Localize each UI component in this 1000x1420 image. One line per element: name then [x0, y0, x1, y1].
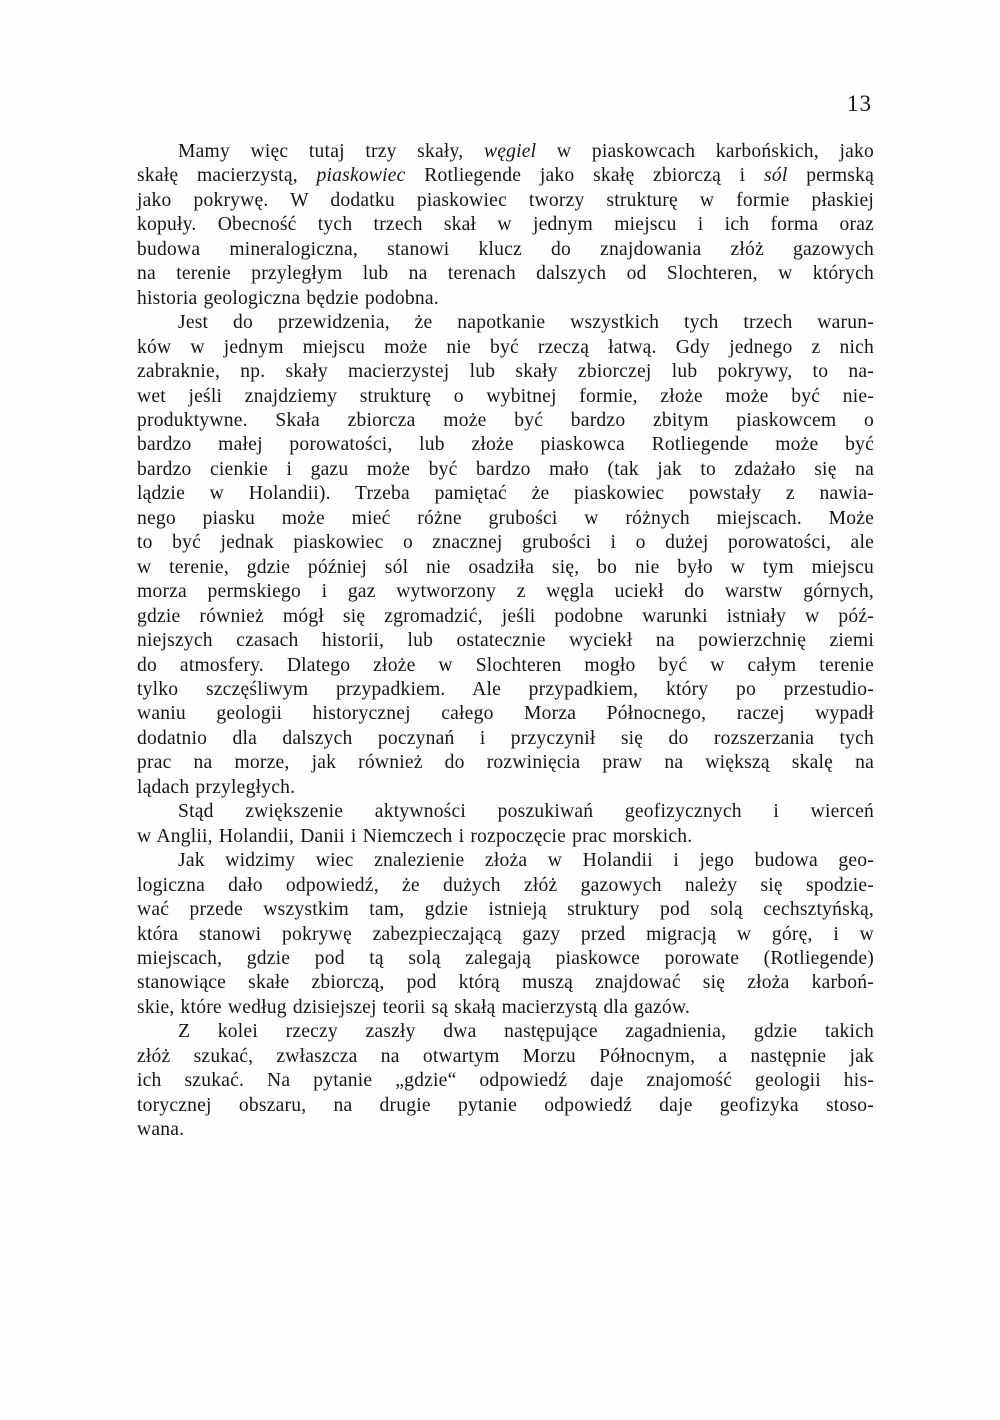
body-text: Rotliegende jako skałę zbiorczą i	[405, 165, 765, 187]
page-number: 13	[847, 91, 872, 116]
body-text: waniu geologii historycznej całego Morza Północnego, raczej wypadł	[137, 703, 874, 725]
body-text: skałę macierzystą,	[137, 165, 317, 187]
body-text: morza permskiego i gaz wytworzony z węgla uciekł do warstw górnych,	[137, 581, 874, 603]
text-line	[137, 213, 874, 237]
text-line	[137, 727, 874, 751]
text-line	[137, 556, 874, 580]
body-text: kopuły. Obecność tych trzech skał w jednym miejscu i ich forma oraz	[137, 214, 874, 236]
body-text: historia geologiczna będzie podobna.	[137, 287, 439, 309]
text-line	[137, 433, 874, 457]
body-text: tylko szczęśliwym przypadkiem. Ale przypadkiem, który po przestudio-	[137, 678, 874, 700]
text-line	[137, 654, 874, 678]
text-line	[137, 262, 874, 286]
body-text: wać przede wszystkim tam, gdzie istnieją struktury pod solą cechsztyńską,	[137, 899, 874, 921]
text-line	[137, 996, 874, 1020]
text-line	[137, 1045, 874, 1069]
body-text: wet jeśli znajdziemy strukturę o wybitnej formie, złoże może być nie-	[137, 385, 874, 407]
text-block	[137, 140, 874, 1143]
body-text: do atmosfery. Dlatego złoże w Slochteren mogło być w całym terenie	[137, 654, 874, 676]
text-line	[137, 702, 874, 726]
paragraph	[137, 311, 874, 800]
body-text: lądach przyległych.	[137, 776, 296, 798]
text-line	[137, 629, 874, 653]
text-line	[137, 971, 874, 995]
paragraph	[137, 1020, 874, 1142]
text-line	[137, 482, 874, 506]
text-line	[137, 678, 874, 702]
body-text: gdzie również mógł się zgromadzić, jeśli podobne warunki istniały w póź-	[137, 605, 874, 627]
text-line	[137, 1118, 874, 1142]
text-line	[137, 800, 874, 824]
text-line	[137, 164, 874, 188]
body-text: dodatnio dla dalszych poczynań i przyczynił się do rozszerzania tych	[137, 727, 874, 749]
body-text: produktywne. Skała zbiorcza może być bardzo zbitym piaskowcem o	[137, 409, 874, 431]
text-line	[137, 825, 874, 849]
text-line	[137, 189, 874, 213]
body-text: złóż szukać, zwłaszcza na otwartym Morzu Północnym, a następnie jak	[137, 1045, 874, 1067]
body-text: budowa mineralogiczna, stanowi klucz do znajdowania złóż gazowych	[137, 238, 874, 260]
paragraph	[137, 140, 874, 311]
body-text: lądzie w Holandii). Trzeba pamiętać że piaskowiec powstały z nawia-	[137, 483, 874, 505]
body-text: miejscach, gdzie pod tą solą zalegają piaskowce porowate (Rotliegende)	[137, 947, 874, 969]
text-line	[137, 776, 874, 800]
text-line	[137, 531, 874, 555]
text-line	[137, 140, 874, 164]
text-line	[137, 1094, 874, 1118]
body-text: torycznej obszaru, na drugie pytanie odpowiedź daje geofizyka stoso-	[137, 1094, 874, 1116]
paragraph	[137, 800, 874, 849]
text-line	[137, 409, 874, 433]
body-text: w terenie, gdzie później sól nie osadziła się, bo nie było w tym miejscu	[137, 556, 874, 578]
body-text: jako pokrywę. W dodatku piaskowiec tworzy strukturę w formie płaskiej	[137, 189, 874, 211]
body-text: która stanowi pokrywę zabezpieczającą gazy przed migracją w górę, i w	[137, 923, 874, 945]
italic-text: sól	[764, 165, 788, 187]
text-line	[137, 311, 874, 335]
body-text: prac na morze, jak również do rozwinięcia praw na większą skalę na	[137, 752, 874, 774]
text-line	[137, 360, 874, 384]
text-line	[137, 238, 874, 262]
text-line	[137, 849, 874, 873]
text-line	[137, 947, 874, 971]
body-text: Z kolei rzeczy zaszły dwa następujące zagadnienia, gdzie takich	[178, 1021, 874, 1043]
body-text: logiczna dało odpowiedź, że dużych złóż gazowych należy się spodzie-	[137, 874, 874, 896]
body-text: permską	[787, 165, 874, 187]
text-line	[137, 507, 874, 531]
body-text: Jest do przewidzenia, że napotkanie wszystkich tych trzech warun-	[178, 312, 874, 334]
body-text: zabraknie, np. skały macierzystej lub skały zbiorczej lub pokrywy, to na-	[137, 361, 874, 383]
text-line	[137, 580, 874, 604]
text-line	[137, 336, 874, 360]
body-text: bardzo małej porowatości, lub złoże piaskowca Rotliegende może być	[137, 434, 874, 456]
body-text: stanowiące skałe zbiorczą, pod którą muszą znajdować się złoża karboń-	[137, 972, 874, 994]
text-line	[137, 287, 874, 311]
body-text: ich szukać. Na pytanie „gdzie“ odpowiedź daje znajomość geologii his-	[137, 1070, 874, 1092]
body-text: Jak widzimy wiec znalezienie złoża w Holandii i jego budowa geo-	[178, 850, 874, 872]
body-text: skie, które według dzisiejszej teorii są skałą macierzystą dla gazów.	[137, 996, 691, 1018]
body-text: wana.	[137, 1119, 185, 1141]
text-line	[137, 1069, 874, 1093]
body-text: Mamy więc tutaj trzy skały,	[178, 141, 484, 162]
body-text: Stąd zwiększenie aktywności poszukiwań geofizycznych i wierceń	[178, 801, 874, 823]
text-line	[137, 458, 874, 482]
body-text: niejszych czasach historii, lub ostatecznie wyciekł na powierzchnię ziemi	[137, 630, 874, 652]
italic-text: piaskowiec	[316, 165, 406, 187]
text-line	[137, 605, 874, 629]
body-text: nego piasku może mieć różne grubości w różnych miejscach. Może	[137, 507, 874, 529]
text-line	[137, 1020, 874, 1044]
text-line	[137, 385, 874, 409]
body-text: ków w jednym miejscu może nie być rzeczą łatwą. Gdy jednego z nich	[137, 336, 874, 358]
body-text: na terenie przyległym lub na terenach dalszych od Slochteren, w których	[137, 263, 874, 285]
body-text: bardzo cienkie i gazu może być bardzo mało (tak jak to zdażało się na	[137, 458, 874, 480]
text-line	[137, 874, 874, 898]
text-line	[137, 751, 874, 775]
paragraph	[137, 849, 874, 1020]
body-text: to być jednak piaskowiec o znacznej grubości i o dużej porowatości, ale	[137, 532, 874, 554]
body-text: w piaskowcach karbońskich, jako	[536, 141, 874, 162]
italic-text: węgiel	[483, 141, 537, 162]
text-line	[137, 898, 874, 922]
text-line	[137, 923, 874, 947]
body-text: w Anglii, Holandii, Danii i Niemczech i rozpoczęcie prac morskich.	[137, 825, 693, 847]
